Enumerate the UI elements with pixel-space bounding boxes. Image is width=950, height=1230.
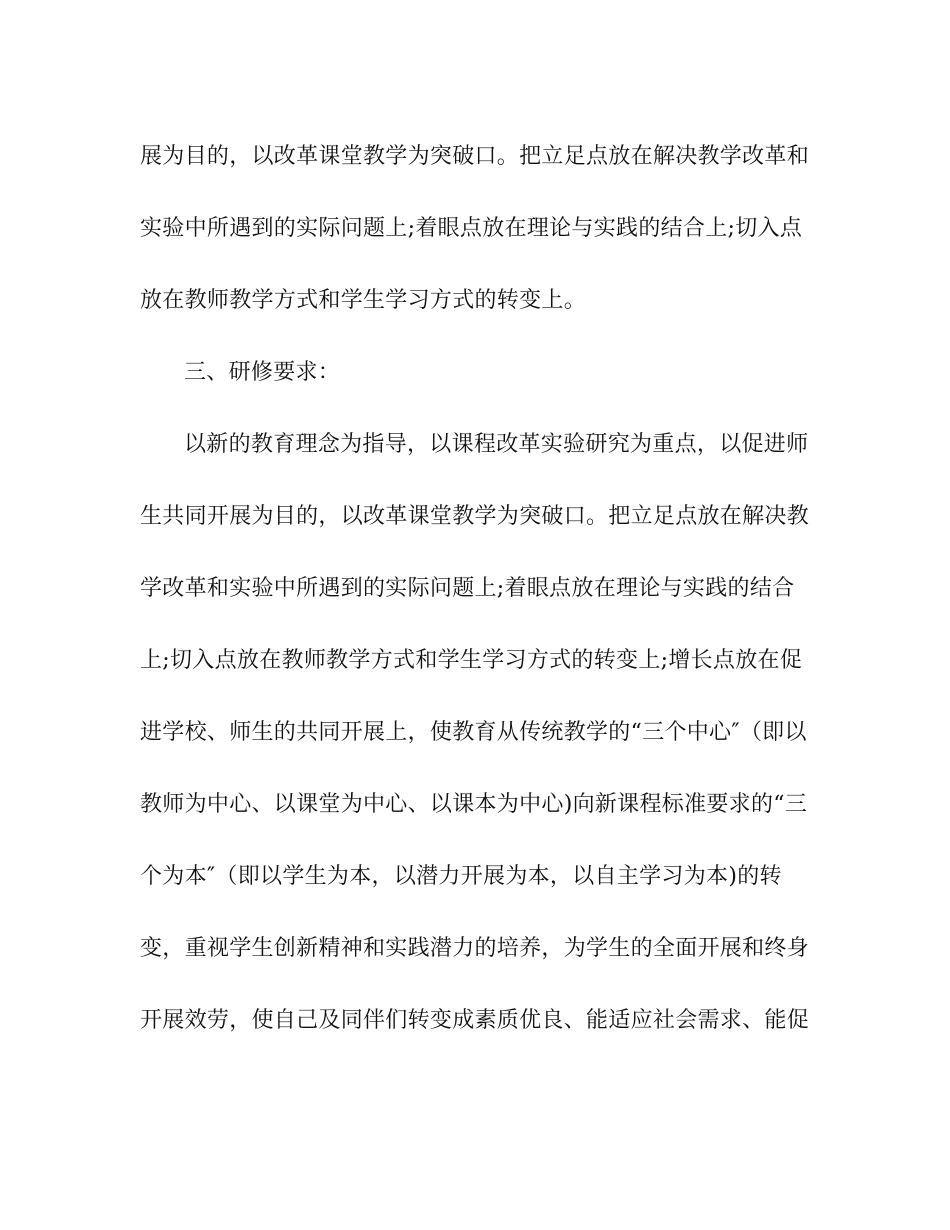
paragraph-line: 学改革和实验中所遇到的实际问题上;着眼点放在理论与实践的结合: [140, 576, 795, 601]
paragraph-line: 生共同开展为目的，以改革课堂教学为突破口。把立足点放在解决教: [140, 504, 810, 529]
section-heading: 三、研修要求：: [184, 360, 341, 385]
paragraph-line: 个为本″（即以学生为本，以潜力开展为本，以自主学习为本)的转: [140, 864, 782, 889]
paragraph-line: 教师为中心、以课堂为中心、以课本为中心)向新课程标准要求的“三: [140, 792, 808, 817]
paragraph-line: 变，重视学生创新精神和实践潜力的培养，为学生的全面开展和终身: [140, 936, 810, 961]
paragraph-line: 实验中所遇到的实际问题上;着眼点放在理论与实践的结合上;切入点: [140, 216, 803, 241]
paragraph-line: 开展效劳，使自己及同伴们转变成素质优良、能适应社会需求、能促: [140, 1008, 810, 1033]
paragraph-line: 展为目的，以改革课堂教学为突破口。把立足点放在解决教学改革和: [140, 144, 810, 169]
paragraph-line: 以新的教育理念为指导，以课程改革实验研究为重点，以促进师: [184, 432, 809, 457]
paragraph-line: 进学校、师生的共同开展上，使教育从传统教学的“三个中心″（即以: [140, 720, 807, 745]
paragraph-line: 上;切入点放在教师教学方式和学生学习方式的转变上;增长点放在促: [140, 648, 803, 673]
paragraph-line: 放在教师教学方式和学生学习方式的转变上。: [140, 288, 587, 313]
